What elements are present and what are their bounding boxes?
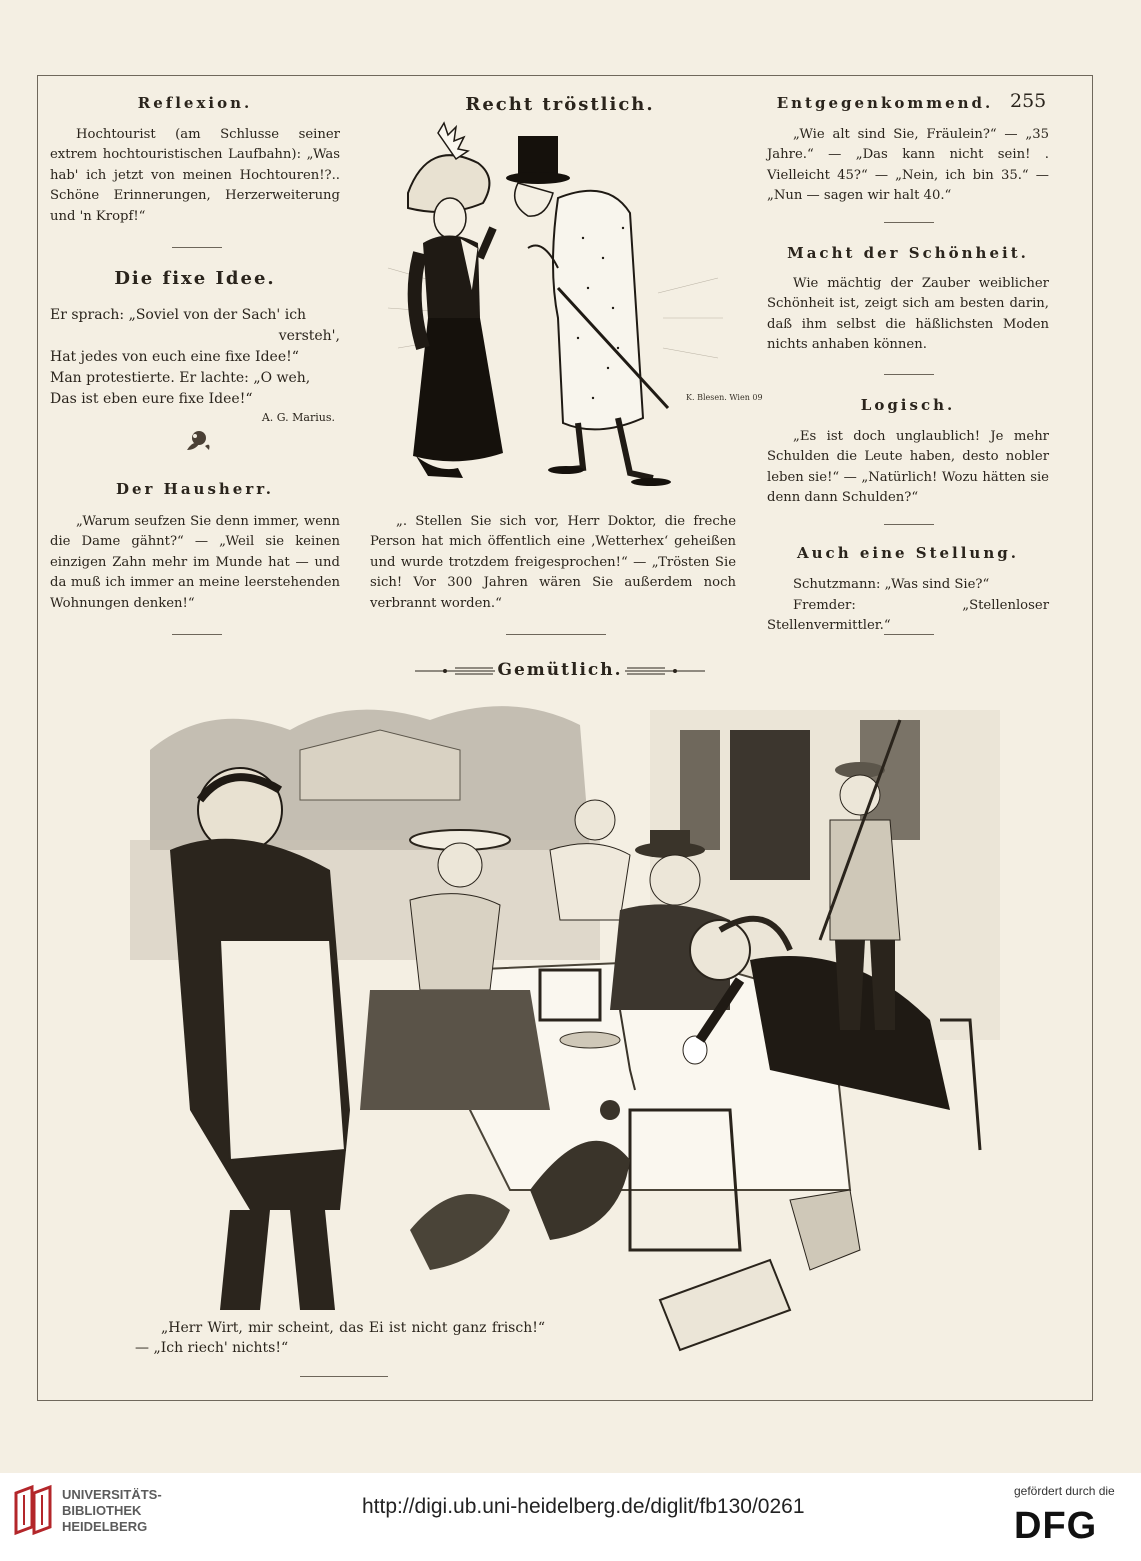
logisch-title: Logisch. [860, 396, 956, 414]
reflexion-text: Hochtourist (am Schlusse seiner extrem hochtouristischen Laufbahn): „Was hab' ich jetzt von meinen Hochtouren!?.. Schöne Erinnerungen, Herzerweiterung und 'n Kropf!“ [50, 127, 340, 224]
fixe-idee-author: A. G. Marius. [261, 411, 335, 424]
illustration-inn-scene [130, 690, 1000, 1370]
flower-ornament-icon [183, 428, 213, 454]
page-number: 255 [1010, 90, 1047, 112]
dfg-logo: DFG [1014, 1505, 1098, 1547]
divider [172, 247, 222, 248]
fixe-idee-poem [50, 305, 340, 410]
divider [172, 634, 222, 635]
footer-bar [0, 1473, 1141, 1561]
fixe-idee-title: Die fixe Idee. [114, 268, 276, 289]
lady-figure [408, 123, 503, 478]
entgegenkommend-text: „Wie alt sind Sie, Fräulein?“ — „35 Jahre.“ — „Das kann nicht sein! . Vielleicht 45?“ — „Nein, ich bin 35.“ — „Nun — sagen wir halt 40.“ [767, 127, 1049, 204]
auch-eine-stellung-title: Auch eine Stellung. [797, 544, 1019, 562]
illustration-signature: K. Blesen. Wien 09 [686, 393, 763, 402]
hausherr-title: Der Hausherr. [115, 480, 275, 498]
divider [506, 634, 606, 635]
divider [884, 222, 934, 223]
poem-line-2: versteh', [278, 328, 340, 344]
gemuetlich-caption: „Herr Wirt, mir scheint, das Ei ist nicht ganz frisch!“ — „Ich riech' nichts!“ [135, 1320, 545, 1357]
recht-troestlich-title: Recht tröstlich. [465, 94, 655, 115]
recht-troestlich-text: „. Stellen Sie sich vor, Herr Doktor, die freche Person hat mich öffentlich eine ‚Wetterhex‘ geheißen und wurde trotzdem freigesprochen!“ — „Trösten Sie sich! Vor 300 Jahren wären Sie außerdem noch verbrannt worden.“ [370, 514, 736, 611]
macht-der-schoenheit-title: Macht der Schönheit. [787, 244, 1029, 262]
hausherr-text: „Warum seufzen Sie denn immer, wenn die Dame gähnt?“ — „Weil sie keinen einzigen Zahn mehr im Munde hat — und da muß ich immer an meine leerstehenden Wohnungen denken!“ [50, 514, 340, 611]
divider [884, 634, 934, 635]
window [730, 730, 810, 880]
divider [884, 524, 934, 525]
entgegenkommend-title: Entgegenkommend. [776, 94, 994, 112]
poem-line-4: Man protestierte. Er lachte: „O weh, [50, 370, 311, 386]
right-flourish-icon [625, 664, 705, 678]
gentleman-figure [506, 136, 671, 486]
poem-line-3: Hat jedes von euch eine fixe Idee!“ [50, 349, 299, 365]
divider [300, 1376, 388, 1377]
poem-line-1: Er sprach: „Soviel von der Sach' ich [50, 307, 307, 323]
left-flourish-icon [415, 664, 495, 678]
gemuetlich-title: Gemütlich. [497, 660, 623, 680]
bread-basket [560, 1032, 620, 1048]
funded-by-label: gefördert durch die [1014, 1484, 1115, 1498]
stellung-line-1: Schutzmann: „Was sind Sie?“ [793, 577, 990, 592]
library-logo-icon [12, 1485, 56, 1535]
source-url[interactable]: http://digi.ub.uni-heidelberg.de/diglit/fb130/0261 [362, 1495, 805, 1518]
divider [884, 374, 934, 375]
gemuetlich-heading [415, 660, 715, 684]
reflexion-title: Reflexion. [137, 94, 253, 112]
illustration-lady-and-doctor [368, 118, 763, 503]
library-name: UNIVERSITÄTS- BIBLIOTHEK HEIDELBERG [62, 1487, 162, 1534]
macht-der-schoenheit-text: Wie mächtig der Zauber weiblicher Schönheit ist, zeigt sich am besten darin, daß ihm selbst die häßlichsten Moden nichts anhaben können. [767, 276, 1049, 353]
stellung-line-2: Fremder: „Stellenloser Stellenvermittler.“ [767, 598, 1049, 634]
poem-line-5: Das ist eben eure fixe Idee!“ [50, 391, 253, 407]
logisch-text: „Es ist doch unglaublich! Je mehr Schulden die Leute haben, desto nobler leben sie!“ — „Natürlich! Wozu hätten sie denn dann Schulden?“ [767, 429, 1049, 506]
